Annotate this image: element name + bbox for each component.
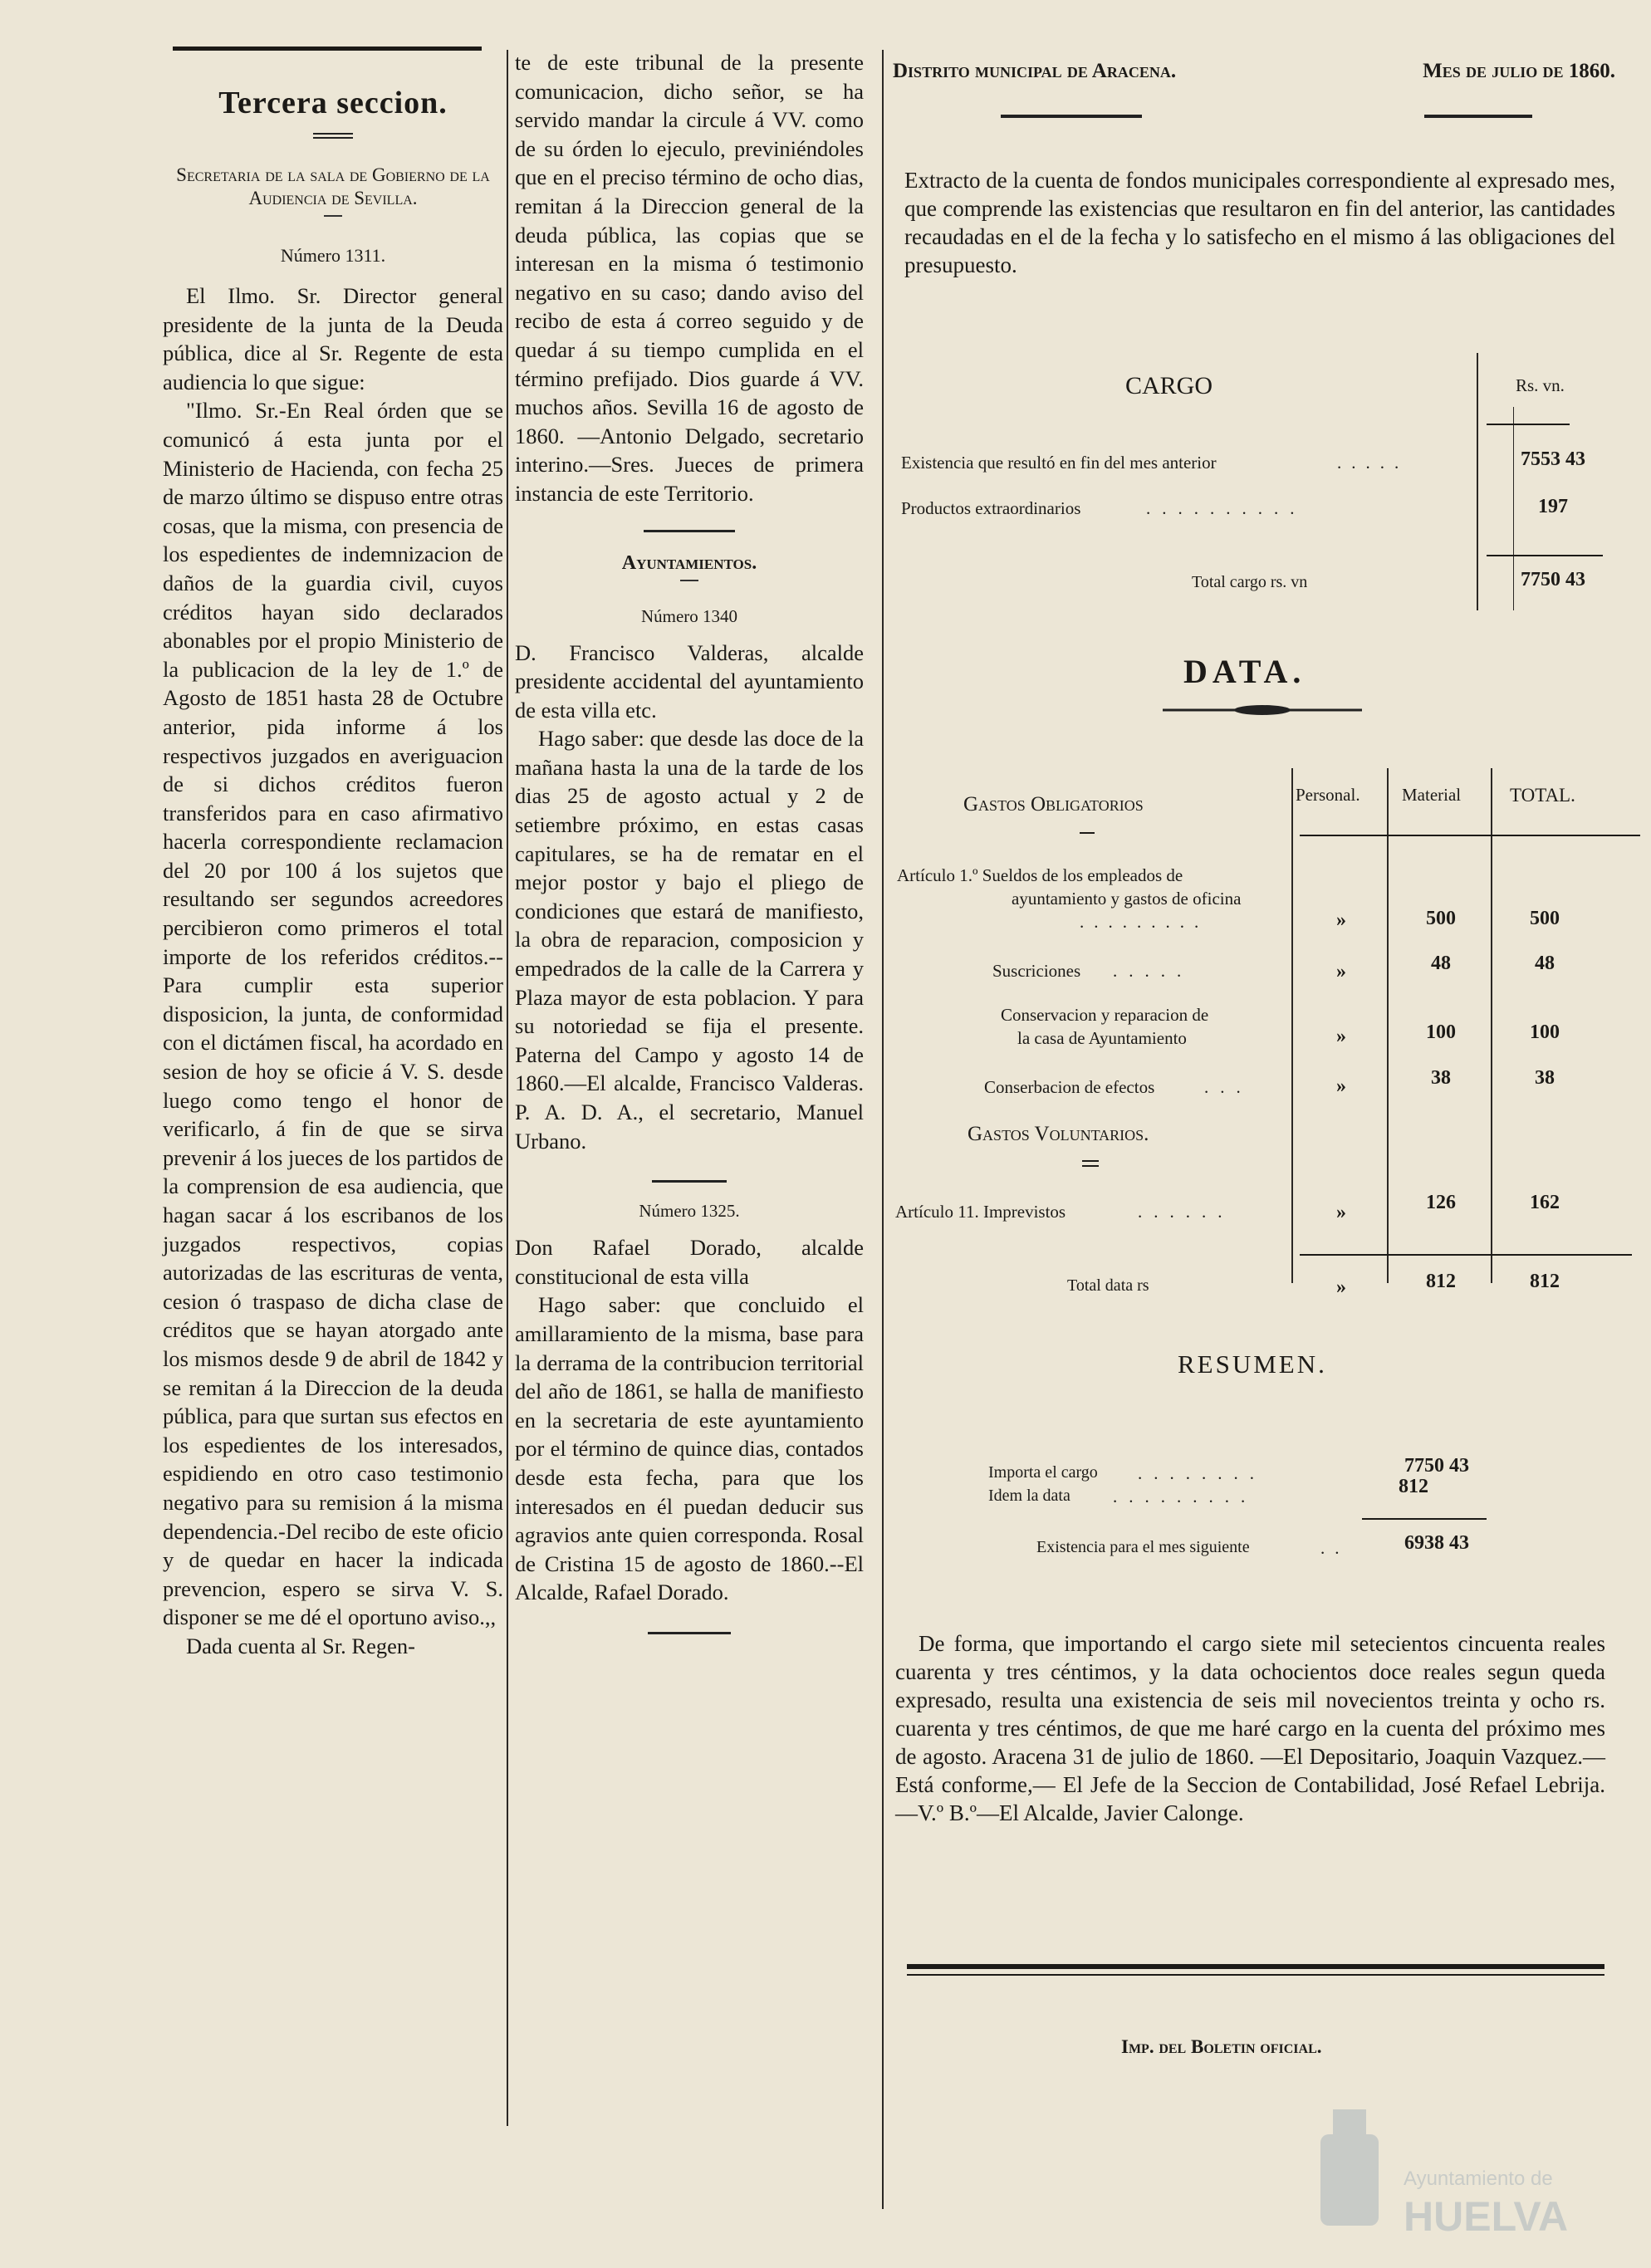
row5-dots: ......	[1138, 1202, 1234, 1222]
separator-rule	[652, 1180, 727, 1183]
row1-label-a: Artículo 1.º Sueldos de los empleados de	[897, 865, 1183, 885]
section-title: Tercera seccion.	[218, 86, 448, 120]
cargo-title: CARGO	[1125, 372, 1213, 399]
notice-number: Número 1311.	[280, 245, 386, 266]
gastos-obligatorios-header: Gastos Obligatorios	[963, 793, 1144, 816]
existencia-label: Existencia para el mes siguiente	[1036, 1538, 1250, 1556]
cargo-column-divider	[1477, 353, 1478, 610]
voluntarios-rule-b	[1082, 1165, 1099, 1167]
paragraph-continues: Dada cuenta al Sr. Regen-	[186, 1633, 415, 1658]
row5-personal: »	[1336, 1202, 1346, 1223]
watermark-line1: Ayuntamiento de	[1404, 2168, 1553, 2190]
personal-header: Personal.	[1296, 785, 1360, 805]
row2-label: Suscriciones	[992, 961, 1081, 981]
row1-dots: .........	[1080, 912, 1209, 932]
material-header: Material	[1402, 785, 1462, 805]
row4-material: 38	[1431, 1067, 1451, 1089]
cargo-total-rule	[1487, 555, 1603, 556]
row4-personal: »	[1336, 1075, 1346, 1097]
row3-label-b: la casa de Ayuntamiento	[1017, 1028, 1187, 1048]
row1-label-b: ayuntamiento y gastos de oficina	[1012, 889, 1242, 909]
separator-rule	[644, 530, 735, 532]
dash-separator	[680, 580, 698, 581]
resumen-cargo-dots: ........	[1138, 1463, 1266, 1483]
double-rule	[313, 133, 353, 139]
notice-1340-text: Hago saber: que desde las doce de la mañana hasta la una de la tarde de los dias 25 de agosto actual y 2 de setiembre próximo, en estas casas capitulares, se ha de rematar en el mejor postor y bajo el pliego de condiciones que estará de manifiesto, la obra de reparacion, composicion y empedrados de la calle de la Carrera y Plaza mayor de esta poblacion. Y para su notoriedad se fija el presente. Paterna del Campo y agosto 14 de 1860.—El alcalde, Francisco Valderas. P. A. D. A., el secretario, Manuel Urbano.	[515, 726, 864, 1154]
resumen-cargo-value: 7750 43	[1404, 1455, 1469, 1477]
total-header: TOTAL.	[1510, 785, 1575, 806]
cargo-unit-rule	[1487, 424, 1570, 425]
continuation-paragraph: te de este tribunal de la presente comunicacion, dicho señor, se ha servido mandar la circule á VV. como de su órden lo ejeculo, previniéndoles que en el preciso término de ocho dias, remitan á la Direccion general de la deuda pública, las copias que se interesan en la misma ó testimonio negativo en su caso; dando aviso del recibo de esta á correo seguido y de quedar á su tiempo cumplida en el término prefijado. Dios guarde á VV. muchos años. Sevilla 16 de agosto de 1860. —Antonio Delgado, secretario interino.—Sres. Jueces de primera instancia de este Territorio.	[515, 50, 864, 506]
cargo-row-productos-label: Productos extraordinarios	[901, 498, 1081, 518]
data-divider-personal	[1291, 768, 1293, 1283]
district-header	[893, 60, 1615, 83]
notice-1325-text: Hago saber: que concluido el amillaramiento de la misma, base para la derrama de la contribucion territorial del año de 1861, se halla de manifiesto en la secretaria de este ayuntamiento por el término de quince dias, contados desde esta fecha, para que los interesados en él puedan deducir sus agravios ante quien corresponda. Rosal de Cristina 15 de agosto de 1860.--El Alcalde, Rafael Dorado.	[515, 1292, 864, 1605]
bottom-rule-thin	[907, 1974, 1604, 1976]
resumen-cargo-label: Importa el cargo	[988, 1463, 1098, 1482]
voluntarios-rule-a	[1082, 1160, 1099, 1162]
data-divider-total	[1491, 768, 1492, 1283]
notice-number-1340: Número 1340	[640, 605, 738, 626]
header-rule-left	[1001, 115, 1142, 118]
paragraph-intro: El Ilmo. Sr. Director general presidente de la junta de la Deuda pública, dice al Sr. Regente de esta audiencia lo que sigue:	[163, 283, 503, 394]
office-title: Secretaria de la sala de Gobierno de la Audiencia de Sevilla.	[176, 164, 490, 208]
bottom-rule-thick	[907, 1964, 1604, 1969]
resumen-data-label: Idem la data	[988, 1487, 1070, 1505]
notice-number-1325: Número 1325.	[639, 1201, 740, 1222]
cargo-unit: Rs. vn.	[1516, 375, 1565, 395]
row3-personal: »	[1336, 1026, 1346, 1047]
row4-total: 38	[1535, 1067, 1555, 1089]
row2-material: 48	[1431, 953, 1451, 974]
middle-column	[515, 48, 864, 1649]
row3-total: 100	[1530, 1021, 1560, 1043]
data-total-rule	[1300, 1254, 1632, 1256]
data-total-total: 812	[1530, 1271, 1560, 1292]
month-label: Mes de julio de 1860.	[1423, 60, 1615, 82]
gastos-voluntarios-header: Gastos Voluntarios.	[968, 1123, 1149, 1145]
resumen-title: RESUMEN.	[1178, 1350, 1327, 1379]
dash-separator	[324, 215, 342, 217]
row5-label: Artículo 11. Imprevistos	[895, 1202, 1066, 1222]
imprint: Imp. del Boletin oficial.	[1121, 2036, 1322, 2057]
resumen-data-dots: .........	[1113, 1487, 1257, 1506]
row3-material: 100	[1426, 1021, 1456, 1043]
gastos-obligatorios-dash	[1080, 832, 1095, 834]
cargo-row-existencia-value: 7553 43	[1521, 448, 1585, 470]
notice-1325-heading: Don Rafael Dorado, alcalde constitucional de esta villa	[515, 1235, 864, 1289]
row3-label-a: Conservacion y reparacion de	[1001, 1005, 1209, 1025]
row5-total: 162	[1530, 1192, 1560, 1213]
resumen-data-value: 812	[1399, 1476, 1428, 1497]
watermark-line2: HUELVA	[1404, 2193, 1569, 2240]
row4-label: Conserbacion de efectos	[984, 1077, 1155, 1097]
resumen-rule	[1362, 1518, 1487, 1520]
header-rule-right	[1424, 115, 1532, 118]
existencia-value: 6938 43	[1404, 1532, 1469, 1554]
row4-dots: ...	[1204, 1077, 1252, 1097]
cargo-row-productos-value: 197	[1538, 496, 1568, 517]
row5-material: 126	[1426, 1192, 1456, 1213]
paragraph-order: "Ilmo. Sr.-En Real órden que se comunicó á esta junta por el Ministerio de Hacienda, con fecha 25 de marzo último se dispuso entre otras cosas, que la misma, con presencia de los espedientes de indemnizacion de daños de la guardia civil, cuyos créditos hayan sido declarados abonables por el propio Ministerio de la publicacion de la ley de 1.º de Agosto de 1851 hasta 28 de Octubre anterior, pida informe á los respectivos juzgados en averiguacion de si dichos créditos fueron transferidos para en caso afirmativo hacerla correspondiente reclamacion del 20 por 100 á los sujetos que resultando ser segundos acreedores percibieron como primeros el total importe de los referidos créditos.--Para cumplir esta superior disposicion, la junta, de conformidad con el dictámen fiscal, ha acordado en sesion de hoy se oficie á V. S. desde luego como tengo el honor de verificarlo, á fin de que se sirva prevenir á los jueces de los partidos de la comprension de esa audiencia, que hagan sacar á los escribanos de los juzgados respectivos, copias autorizadas de las escrituras de venta, cesion ó traspaso de dicha clase de créditos que se hayan atorgado ante los mismos desde 9 de abril de 1842 y se remitan á la Direccion de la deuda pública, para que surtan sus efectos en los espedientes de los interesados, espidiendo en otro caso testimonio negativo para su remision á la misma dependencia.-Del recibo de este oficio y de quedar en hacer la indicada prevencion, espero se sirva V. S. disponer se me dé el oportuno aviso.,,	[163, 398, 503, 1630]
column-divider-2	[882, 50, 884, 2209]
row1-total: 500	[1530, 908, 1560, 929]
ornament-divider	[1163, 702, 1362, 718]
closing-paragraph: De forma, que importando el cargo siete mil setecientos cincuenta reales cuarenta y tres céntimos, y la data ochocientos doce reales segun queda expresado, resulta una existencia de seis mil novecientos treinta y ocho rs. cuarenta y tres céntimos, de que me haré cargo en la cuenta del próximo mes de agosto. Aracena 31 de julio de 1860. —El Depositario, Joaquin Vazquez.—Está conforme,— El Jefe de la Seccion de Contabilidad, José Refael Lebrija.—V.º B.º—El Alcalde, Javier Calonge.	[895, 1631, 1605, 1825]
row2-total: 48	[1535, 953, 1555, 974]
data-divider-material	[1387, 768, 1389, 1283]
existencia-dots: ..	[1320, 1538, 1350, 1558]
huelva-watermark	[1304, 2101, 1578, 2251]
cargo-total-label: Total cargo rs. vn	[1192, 573, 1308, 591]
cargo-total-value: 7750 43	[1521, 569, 1585, 590]
data-title: DATA.	[1183, 653, 1306, 690]
crest-icon	[1304, 2101, 1395, 2242]
extract-intro: Extracto de la cuenta de fondos municipales correspondiente al expresado mes, que comprende las existencias que resultaron en fin del anterior, las cantidades recaudadas en el de la fecha y lo satisfecho en el mismo á las obligaciones del presupuesto.	[904, 168, 1615, 277]
cargo-row-existencia-dots: .....	[1337, 453, 1409, 473]
data-header-rule	[1300, 835, 1640, 836]
data-total-label: Total data rs	[1067, 1276, 1149, 1295]
data-total-material: 812	[1426, 1271, 1456, 1292]
notice-1340-heading: D. Francisco Valderas, alcalde presidente accidental del ayuntamiento de esta villa etc.	[515, 639, 864, 723]
cargo-row-existencia-label: Existencia que resultó en fin del mes anterior	[901, 453, 1217, 473]
cargo-row-productos-dots: ..........	[1146, 498, 1306, 518]
data-total-personal: »	[1336, 1276, 1346, 1298]
right-column	[893, 60, 1615, 279]
separator-rule	[648, 1632, 731, 1634]
district-name: Distrito municipal de Aracena.	[893, 60, 1177, 82]
ayuntamientos-heading: Ayuntamientos.	[621, 551, 757, 574]
row1-material: 500	[1426, 908, 1456, 929]
left-column	[163, 43, 503, 1661]
column-divider-1	[507, 50, 508, 2126]
row2-dots: .....	[1113, 961, 1193, 981]
row1-personal: »	[1336, 909, 1346, 931]
row2-personal: »	[1336, 961, 1346, 982]
